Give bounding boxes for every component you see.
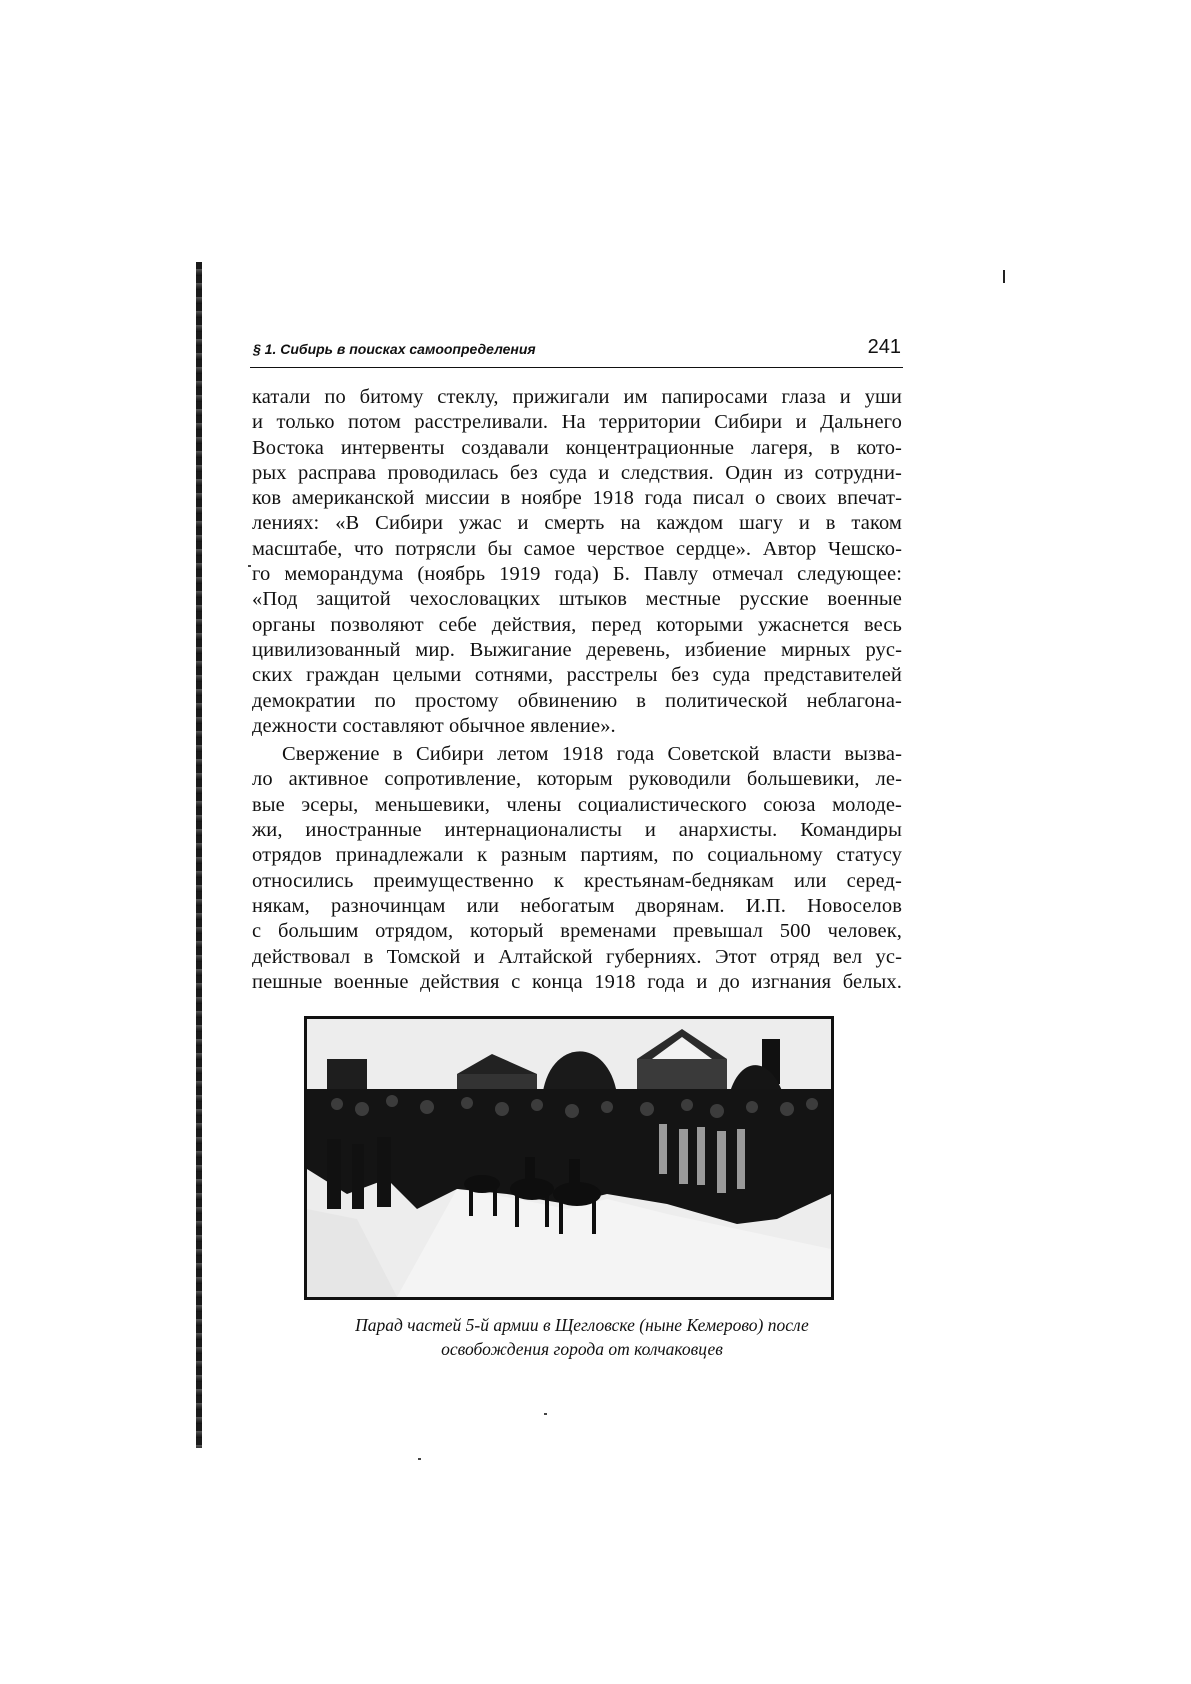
text-line: пешные военные действия с конца 1918 года и до изгнания белых. xyxy=(252,970,902,993)
text-line: действовал в Томской и Алтайской губерниях. Этот отряд вел ус- xyxy=(252,945,902,968)
paragraph-1 xyxy=(252,385,902,714)
text-line: Свержение в Сибири летом 1918 года Советской власти вызва- xyxy=(282,743,902,766)
text-line: го меморандума (ноябрь 1919 года) Б. Павлу отмечал следующее: xyxy=(252,563,902,586)
text-line: катали по битому стеклу, прижигали им папиросами глаза и уши xyxy=(252,386,902,408)
text-line: ло активное сопротивление, которым руководили большевики, ле- xyxy=(252,768,902,791)
text-line: «Под защитой чехословацких штыков местные русские военные xyxy=(252,588,902,611)
text-line: с большим отрядом, который временами превышал 500 человек, xyxy=(252,920,902,943)
text-line: относились преимущественно к крестьянам-беднякам или серед- xyxy=(252,869,902,892)
text-line: лениях: «В Сибири ужас и смерть на каждом шагу и в таком xyxy=(252,512,902,535)
text-line: демократии по простому обвинению в политической неблагона- xyxy=(252,689,902,712)
text-line: масштабе, что потрясли бы самое черствое сердце». Автор Чешско- xyxy=(252,537,902,560)
text-line: ских граждан целыми сотнями, расстрелы без суда представителей xyxy=(252,664,902,687)
page-number: 241 xyxy=(867,336,901,358)
scan-mark xyxy=(1003,270,1005,283)
scan-speck xyxy=(418,1458,421,1460)
text-line: дежности составляют обычное явление». xyxy=(252,714,616,737)
text-line: вые эсеры, меньшевики, члены социалистического союза молоде- xyxy=(252,793,902,816)
paragraph-2 xyxy=(252,742,902,995)
parade-photo xyxy=(304,1016,834,1300)
text-line: жи, иностранные интернационалисты и анархисты. Командиры xyxy=(252,819,902,842)
text-line: ков американской миссии в ноябре 1918 года писал о своих впечат- xyxy=(252,487,902,510)
photo-caption xyxy=(262,1313,902,1361)
text-line: и только потом расстреливали. На территории Сибири и Дальнего xyxy=(252,411,902,434)
parade-photo-illustration xyxy=(307,1019,831,1297)
paragraph-1-end xyxy=(252,714,902,739)
scan-speck xyxy=(544,1413,547,1415)
text-line: рых расправа проводилась без суда и следствия. Один из сотрудни- xyxy=(252,461,902,484)
running-header xyxy=(250,337,903,368)
text-line: Востока интервенты создавали концентрационные лагеря, в кото- xyxy=(252,436,902,459)
text-line: цивилизованный мир. Выжигание деревень, избиение мирных рус- xyxy=(252,638,902,661)
section-title: § 1. Сибирь в поисках самоопределения xyxy=(253,341,536,357)
caption-line-2: освобождения города от колчаковцев xyxy=(441,1339,723,1359)
text-line: някам, разночинцам или небогатым дворянам. И.П. Новоселов xyxy=(252,894,902,917)
text-line: отрядов принадлежали к разным партиям, по социальному статусу xyxy=(252,844,902,867)
body-text xyxy=(252,385,902,995)
scan-binding-edge xyxy=(196,262,202,1448)
scan-speck xyxy=(248,565,251,567)
text-line: органы позволяют себе действия, перед которыми ужаснется весь xyxy=(252,613,902,636)
caption-line-1: Парад частей 5-й армии в Щегловске (ныне Кемерово) после xyxy=(355,1315,809,1335)
